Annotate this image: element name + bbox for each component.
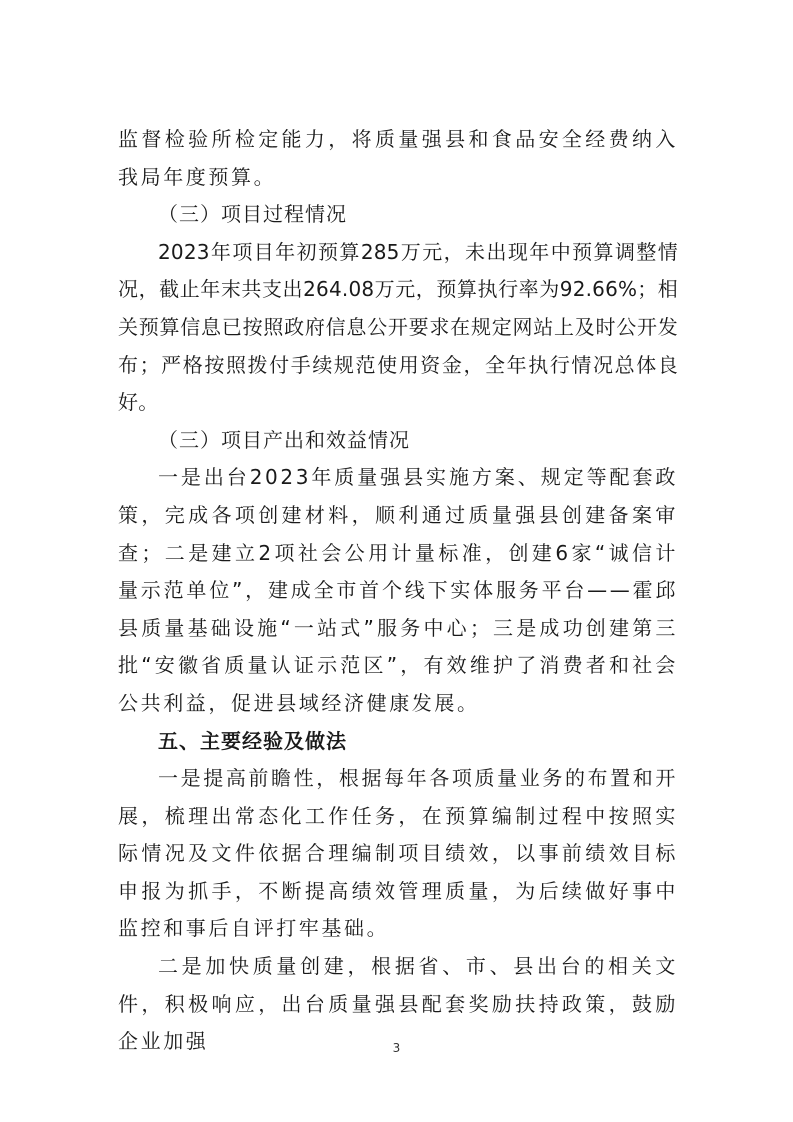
paragraph-output: 一是出台2023年质量强县实施方案、规定等配套政策，完成各项创建材料，顺利通过质量强县创建备案审查；二是建立2项社会公用计量标准，创建6家“诚信计量示范单位”，建成全市首个线下实体服务平台——霍邱县质量基础设施“一站式”服务中心；三是成功创建第三批“安徽省质量认证示范区”，有效维护了消费者和社会公共利益，促进县域经济健康发展。: [118, 465, 678, 715]
section-heading-process: （三）项目过程情况: [158, 202, 347, 227]
paragraph-continuation: 监督检验所检定能力，将质量强县和食品安全经费纳入我局年度预算。: [118, 127, 678, 189]
document-body: [118, 121, 678, 1061]
paragraph-experience-2: 二是加快质量创建，根据省、市、县出台的相关文件，积极响应，出台质量强县配套奖励扶持政策，鼓励企业加强: [118, 954, 678, 1054]
page-number: 3: [392, 1041, 401, 1055]
section-heading-experience: 五、主要经验及做法: [158, 728, 347, 753]
paragraph-experience-1: 一是提高前瞻性，根据每年各项质量业务的布置和开展，梳理出常态化工作任务，在预算编制过程中按照实际情况及文件依据合理编制项目绩效，以事前绩效目标申报为抓手，不断提高绩效管理质量，为后续做好事中监控和事后自评打牢基础。: [118, 766, 678, 941]
paragraph-budget: 2023年项目年初预算285万元，未出现年中预算调整情况，截止年末共支出264.08万元，预算执行率为92.66%；相关预算信息已按照政府信息公开要求在规定网站上及时公开发布；严格按照拨付手续规范使用资金，全年执行情况总体良好。: [118, 239, 678, 415]
section-heading-output: （三）项目产出和效益情况: [158, 427, 410, 452]
